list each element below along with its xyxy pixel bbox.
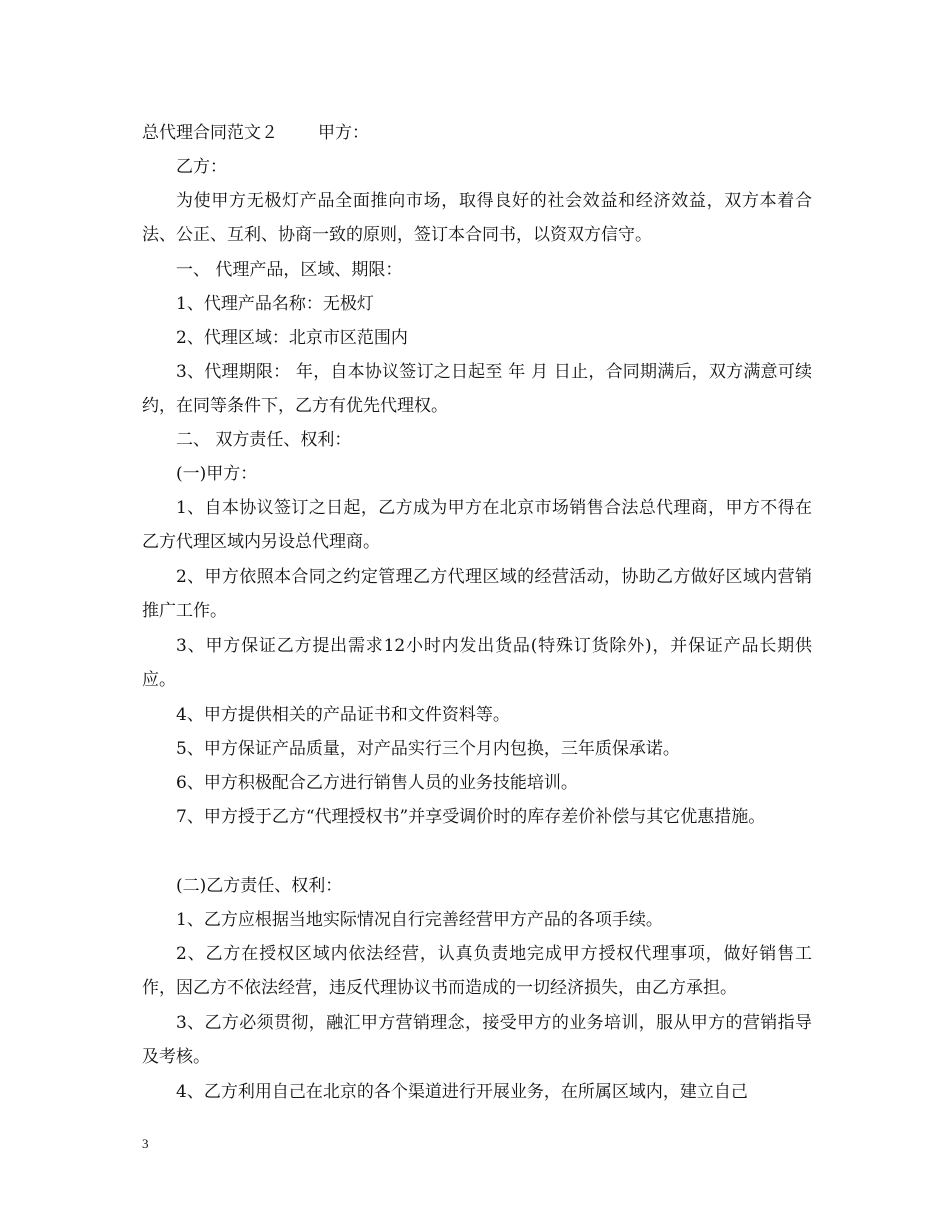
subsection-heading: (二)乙方责任、权利： [176, 876, 343, 896]
paragraph: 4、乙方利用自己在北京的各个渠道进行开展业务，在所属区域内，建立自己 [176, 1082, 748, 1102]
section-heading: 一、 代理产品，区域、期限： [176, 260, 403, 280]
page-number: 3 [142, 1136, 149, 1151]
paragraph: 2、乙方在授权区域内依法经营，认真负责地完成甲方授权代理事项，做好销售工作，因乙方不依法经营，违反代理协议书而造成的一切经济损失，由乙方承担。 [142, 944, 812, 998]
party-a-label: 甲方： [318, 123, 369, 143]
section-heading: 二、 双方责任、权利： [176, 430, 352, 450]
paragraph: 乙方： [176, 157, 227, 177]
paragraph: 1、代理产品名称：无极灯 [176, 294, 374, 314]
paragraph: 1、自本协议签订之日起，乙方成为甲方在北京市场销售合法总代理商，甲方不得在乙方代理区域内另设总代理商。 [142, 498, 812, 552]
paragraph: 3、甲方保证乙方提出需求12小时内发出货品(特殊订货除外)，并保证产品长期供应。 [142, 636, 812, 690]
paragraph: 4、甲方提供相关的产品证书和文件资料等。 [176, 705, 510, 725]
paragraph: 1、乙方应根据当地实际情况自行完善经营甲方产品的各项手续。 [176, 910, 663, 930]
paragraph: 5、甲方保证产品质量，对产品实行三个月内包换，三年质保承诺。 [176, 739, 680, 759]
paragraph: 3、乙方必须贯彻，融汇甲方营销理念，接受甲方的业务培训，服从甲方的营销指导及考核。 [142, 1013, 812, 1067]
document-title: 总代理合同范文２ [142, 123, 278, 143]
subsection-heading: (一)甲方： [176, 464, 258, 484]
title-row [142, 116, 369, 150]
paragraph: 2、代理区域：北京市区范围内 [176, 328, 408, 348]
paragraph: 6、甲方积极配合乙方进行销售人员的业务技能培训。 [176, 773, 578, 793]
paragraph: 为使甲方无极灯产品全面推向市场，取得良好的社会效益和经济效益，双方本着合法、公正、互利、协商一致的原则，签订本合同书，以资双方信守。 [142, 191, 812, 245]
paragraph: 7、甲方授于乙方“代理授权书”并享受调价时的库存差价补偿与其它优惠措施。 [176, 807, 766, 827]
paragraph: 3、代理期限： 年，自本协议签订之日起至 年 月 日止，合同期满后，双方满意可续约，在同等条件下，乙方有优先代理权。 [142, 362, 812, 416]
paragraph: 2、甲方依照本合同之约定管理乙方代理区域的经营活动，协助乙方做好区域内营销推广工作。 [142, 567, 812, 621]
